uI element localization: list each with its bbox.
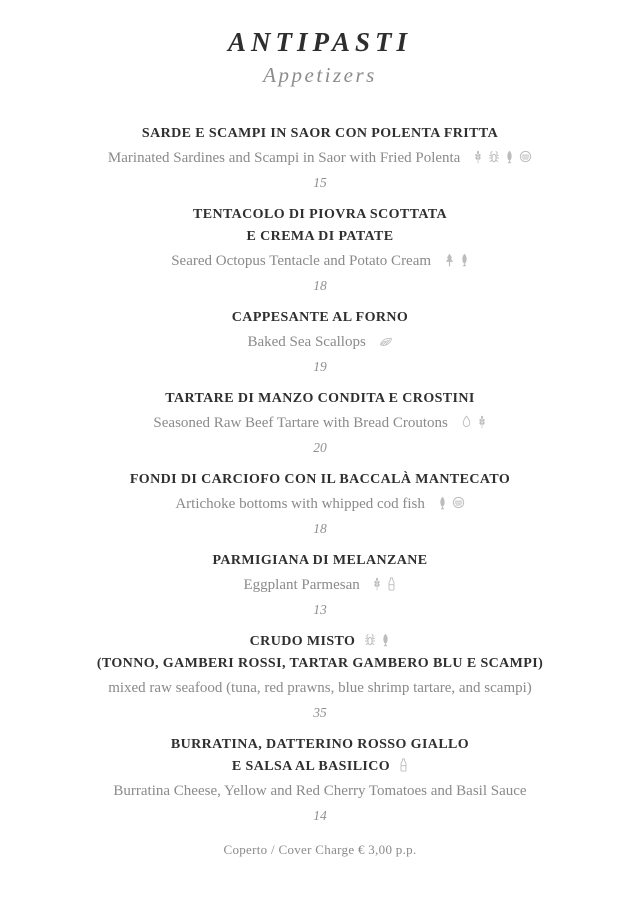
menu-item-title-text: (TONNO, GAMBERI ROSSI, TARTAR GAMBERO BLU E SCAMPI) — [96, 656, 544, 671]
menu-item-title-text: CRUDO MISTO — [249, 634, 356, 649]
menu-item-title — [0, 307, 640, 329]
allergen-milk-icon — [399, 758, 408, 772]
menu-item-title-text: TARTARE DI MANZO CONDITA E CROSTINI — [165, 391, 475, 406]
allergen-fish-icon — [381, 633, 390, 647]
menu-item-title — [0, 550, 640, 572]
menu-item-title-line — [0, 388, 640, 410]
menu-section-subtitle: Appetizers — [263, 63, 377, 87]
menu-item-title-line — [0, 226, 640, 248]
menu-item-title-line — [0, 204, 640, 226]
menu-item-description — [0, 412, 640, 434]
allergen-icons — [461, 415, 487, 429]
menu-item — [0, 204, 640, 297]
menu-item-title — [0, 631, 640, 675]
menu-section-title: ANTIPASTI — [227, 27, 413, 57]
allergen-fish-icon — [460, 253, 469, 267]
menu-item-title — [0, 388, 640, 410]
menu-item-title-line — [0, 756, 640, 778]
menu-item-description — [0, 147, 640, 169]
menu-item-description — [0, 493, 640, 515]
menu-item-title-text: E CREMA DI PATATE — [246, 229, 394, 244]
menu-item-description-text: Marinated Sardines and Scampi in Saor with Fried Polenta — [107, 150, 461, 166]
menu-item-description-text: Eggplant Parmesan — [243, 577, 360, 593]
menu-item-title-line — [0, 307, 640, 329]
allergen-icons — [379, 336, 393, 348]
menu-item-title-line — [0, 631, 640, 653]
menu-item-price: 35 — [313, 705, 327, 720]
menu-item-description — [0, 780, 640, 802]
menu-item-title — [0, 469, 640, 491]
menu-item — [0, 631, 640, 724]
allergen-sulphites-icon — [519, 150, 532, 164]
menu-item-price: 18 — [313, 521, 327, 536]
menu-item — [0, 550, 640, 621]
menu-header — [0, 27, 640, 88]
menu-item-title-text: E SALSA AL BASILICO — [231, 759, 391, 774]
menu-item-price: 19 — [313, 359, 327, 374]
allergen-gluten-icon — [372, 577, 382, 591]
allergen-icons — [473, 150, 532, 164]
menu-item-title-line — [0, 734, 640, 756]
allergen-icons — [364, 633, 390, 647]
allergen-icons — [444, 253, 469, 267]
allergen-icons — [438, 496, 465, 510]
menu-item-title — [0, 204, 640, 248]
allergen-celery-icon — [444, 253, 455, 267]
menu-item-description — [0, 574, 640, 596]
menu-item-description — [0, 331, 640, 353]
menu-item-title-line — [0, 469, 640, 491]
menu-item-title-line — [0, 550, 640, 572]
menu-item — [0, 734, 640, 827]
menu-items-list — [0, 123, 640, 827]
menu-item-description-text: Burratina Cheese, Yellow and Red Cherry Tomatoes and Basil Sauce — [113, 783, 527, 799]
menu-item-price: 13 — [313, 602, 327, 617]
menu-item-title — [0, 734, 640, 778]
allergen-fish-icon — [438, 496, 447, 510]
cover-charge-note: Coperto / Cover Charge € 3,00 p.p. — [223, 842, 417, 857]
menu-item-title-text: FONDI DI CARCIOFO CON IL BACCALÀ MANTECATO — [129, 472, 511, 487]
menu-item-description — [0, 677, 640, 699]
allergen-crustacean-icon — [364, 633, 376, 647]
allergen-icons — [399, 758, 408, 772]
menu-footer — [0, 841, 640, 859]
menu-item-description-text: Seared Octopus Tentacle and Potato Cream — [171, 253, 432, 269]
menu-item-price: 18 — [313, 278, 327, 293]
allergen-molluscs-icon — [379, 336, 393, 348]
menu-item-title-text: PARMIGIANA DI MELANZANE — [212, 553, 428, 568]
menu-item-price: 14 — [313, 808, 327, 823]
menu-item-title-line — [0, 123, 640, 145]
allergen-sulphites-icon — [452, 496, 465, 510]
menu-item-price: 15 — [313, 175, 327, 190]
menu-item — [0, 388, 640, 459]
allergen-gluten-icon — [477, 415, 487, 429]
menu-item — [0, 123, 640, 194]
menu-item-title-text: SARDE E SCAMPI IN SAOR CON POLENTA FRITTA — [141, 126, 499, 141]
menu-item-description — [0, 250, 640, 272]
menu-item-title-line — [0, 653, 640, 675]
allergen-gluten-icon — [473, 150, 483, 164]
menu-item-title-text: CAPPESANTE AL FORNO — [231, 310, 409, 325]
menu-item-description-text: Seasoned Raw Beef Tartare with Bread Croutons — [153, 415, 448, 431]
menu-item-description-text: Baked Sea Scallops — [247, 334, 366, 350]
menu-item-description-text: Artichoke bottoms with whipped cod fish — [175, 496, 425, 512]
allergen-fish-icon — [505, 150, 514, 164]
allergen-egg-icon — [461, 415, 472, 429]
menu-item-price: 20 — [313, 440, 327, 455]
menu-item — [0, 307, 640, 378]
allergen-icons — [372, 577, 396, 591]
allergen-crustacean-icon — [488, 150, 500, 164]
menu-item-title — [0, 123, 640, 145]
allergen-milk-icon — [387, 577, 396, 591]
menu-item-description-text: mixed raw seafood (tuna, red prawns, blue shrimp tartare, and scampi) — [108, 680, 532, 696]
menu-item-title-text: BURRATINA, DATTERINO ROSSO GIALLO — [170, 737, 470, 752]
menu-item — [0, 469, 640, 540]
menu-item-title-text: TENTACOLO DI PIOVRA SCOTTATA — [192, 207, 448, 222]
